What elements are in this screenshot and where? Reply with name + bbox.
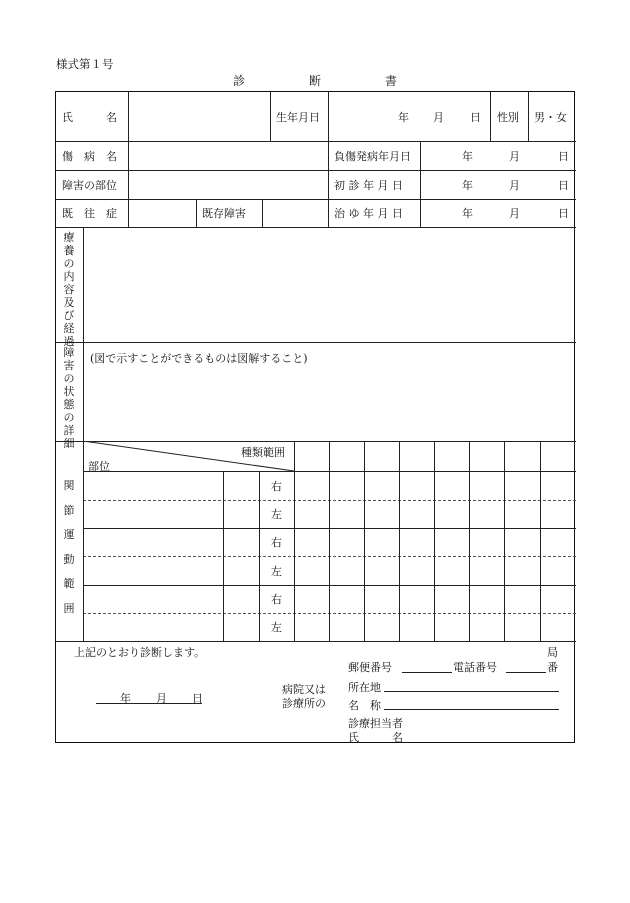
cure-year-unit: 年 [462,207,473,220]
side-right-2: 右 [271,536,282,549]
side-left-1: 左 [271,508,282,521]
doctor-label-line2: 氏 名 [348,731,403,744]
first-visit-year-unit: 年 [462,178,473,192]
type-range-label: 種類範囲 [241,446,285,459]
diagnosis-statement: 上記のとおり診断します。 [74,646,206,659]
hospital-label-line2: 診療所の [282,697,326,710]
cure-day-unit: 日 [558,207,569,220]
diagram-note: (図で示すことができるものは図解すること) [90,352,308,365]
side-left-3: 左 [271,621,282,634]
treatment-field[interactable] [84,228,576,342]
phone-number-label: 電話番号 [453,661,497,674]
injury-date-label: 負傷発病年月日 [334,149,411,163]
facility-name-label: 名 称 [348,699,381,712]
date-year-unit: 年 [120,692,131,705]
injury-name-field[interactable] [128,141,328,170]
first-visit-label: 初 診 年 月 日 [334,178,403,192]
address-field[interactable] [384,691,559,692]
diagnosis-date-field[interactable] [96,703,202,704]
first-visit-day-unit: 日 [558,178,569,192]
document-title [0,72,630,89]
disability-detail-field[interactable] [84,343,576,441]
side-right-3: 右 [271,593,282,606]
side-left-2: 左 [271,564,282,578]
existing-disability-field[interactable] [262,199,328,227]
cure-date-field[interactable] [420,199,576,227]
postal-code-field[interactable] [402,672,452,673]
first-visit-field[interactable] [420,170,576,199]
hospital-label-line1: 病院又は [282,683,326,696]
side-right-1: 右 [271,479,282,493]
disability-detail-label: 障害の状態の詳細 [63,346,75,450]
address-label: 所在地 [348,681,381,694]
injury-day-unit: 日 [558,149,569,163]
injury-month-unit: 月 [509,149,520,163]
date-month-unit: 月 [156,692,167,705]
dob-day-unit: 日 [470,110,481,124]
medical-certificate-form [55,91,575,743]
phone-suffix: 番 [547,661,558,674]
medical-history-label: 既 往 症 [62,207,117,220]
date-day-unit: 日 [192,692,203,705]
facility-name-field[interactable] [384,709,559,710]
name-label: 氏 名 [62,110,117,124]
first-visit-month-unit: 月 [509,178,520,192]
title-char-2: 断 [308,74,321,88]
injury-year-unit: 年 [462,149,473,163]
form-number: 様式第１号 [56,57,114,71]
dob-month-unit: 月 [433,110,444,124]
disability-site-field[interactable] [128,170,328,199]
treatment-label: 療養の内容及び経過 [63,231,75,348]
sex-options[interactable]: 男・女 [534,110,567,124]
dob-label: 生年月日 [276,110,320,124]
name-field[interactable] [128,92,270,141]
post-office-suffix: 局 [547,646,558,659]
injury-date-field[interactable] [420,141,576,170]
title-char-1: 診 [233,74,246,88]
dob-year-unit: 年 [398,110,409,124]
cure-date-label: 治 ゆ 年 月 日 [334,207,403,220]
injury-name-label: 傷 病 名 [62,149,117,163]
dob-field[interactable] [328,92,490,141]
part-label: 部位 [88,460,110,473]
rom-label: 関節運動範囲 [63,479,75,615]
phone-number-field[interactable] [506,672,546,673]
medical-history-field[interactable] [128,199,196,227]
existing-disability-label: 既存障害 [202,207,246,220]
cure-month-unit: 月 [509,207,520,220]
sex-label: 性別 [497,110,519,124]
postal-code-label: 郵便番号 [348,661,392,674]
disability-site-label: 障害の部位 [62,178,117,192]
title-char-3: 書 [384,74,397,88]
doctor-label-line1: 診療担当者 [348,717,403,730]
